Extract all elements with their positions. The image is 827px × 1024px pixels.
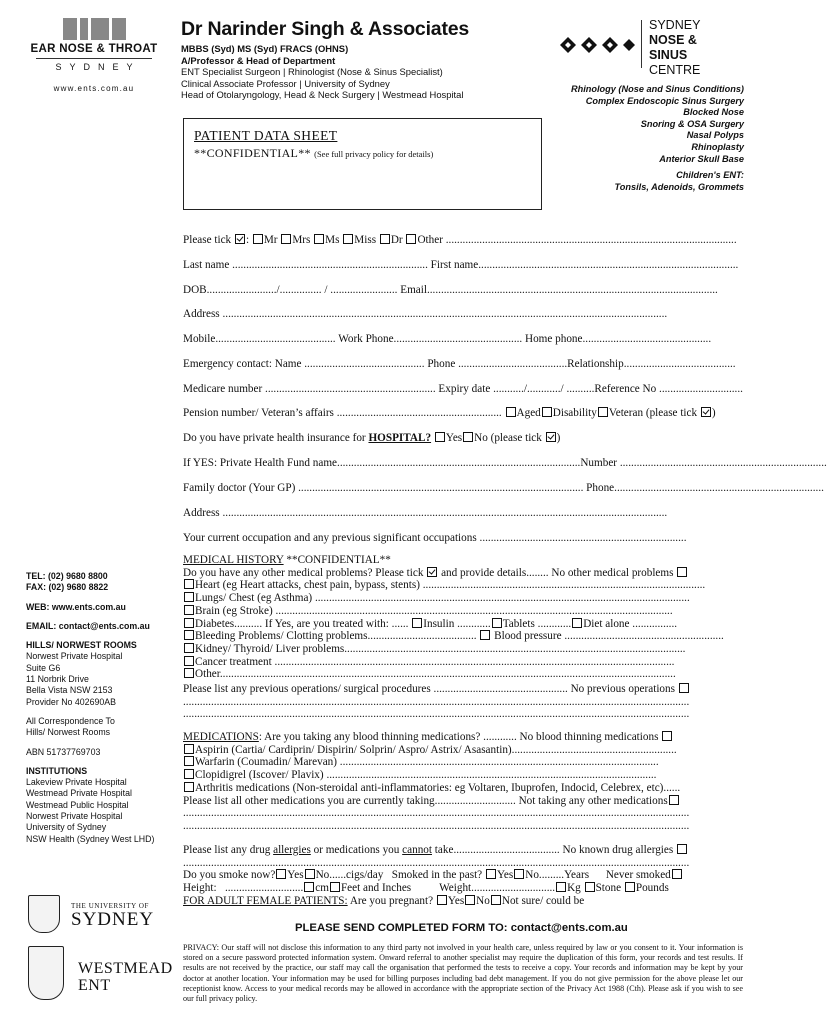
usyd-logo [28,895,168,933]
header-line-1: ENT Specialist Surgeon | Rhinologist (Nose & Sinus Specialist) [181,66,443,78]
tick-icon [427,567,437,577]
rooms-heading: HILLS/ NORWEST ROOMS [26,640,137,651]
address-row[interactable]: Address ............................................................................................................................................................... [183,308,668,320]
no-medical-problems-checkbox[interactable] [677,567,687,577]
smoke-yes-checkbox[interactable] [276,869,286,879]
usyd-line2: SYDNEY [71,909,155,930]
rooms-line: Suite G6 [26,662,61,673]
westmead-line2: ENT [78,977,111,994]
logo-city: SYDNEY [55,62,141,72]
gp-address-row[interactable]: Address ............................................................................................................................................................... [183,507,668,519]
institution: University of Sydney [26,822,107,833]
blood-pressure-checkbox[interactable] [480,630,490,640]
service-item: Blocked Nose [683,107,744,118]
cm-checkbox[interactable] [304,882,314,892]
title-other-checkbox[interactable] [406,234,416,244]
aged-checkbox[interactable] [506,407,516,417]
tick-icon [701,407,711,417]
westmead-logo [28,946,173,1006]
title-ms-checkbox[interactable] [314,234,324,244]
corr-line: All Correspondence To [26,715,115,726]
institution: Lakeview Private Hospital [26,777,127,788]
title-dr-checkbox[interactable] [380,234,390,244]
sinus-logo-line3: CENTRE [649,63,701,77]
tablets-checkbox[interactable] [492,618,502,628]
header-line-2: Clinical Associate Professor | University of Sydney [181,77,390,89]
past-smoke-no-checkbox[interactable] [514,869,524,879]
pension-row: Pension number/ Veteran’s affairs ........................................................... Aged Disability Veteran (please tick ) [183,407,716,419]
insurance-no-checkbox[interactable] [463,432,473,442]
phone-row[interactable]: Mobile........................................... Work Phone.............................................. Home phone.............................................. [183,333,712,345]
service-item: Rhinoplasty [691,141,744,152]
pregnant-no-checkbox[interactable] [465,895,475,905]
tick-icon [235,234,245,244]
role: A/Professor & Head of Department [181,54,336,66]
cancer-checkbox[interactable] [184,656,194,666]
insulin-checkbox[interactable] [412,618,422,628]
title-row: Please tick : Mr Mrs Ms Miss Dr Other ........................................................................................................ [183,234,737,246]
smoke-no-checkbox[interactable] [305,869,315,879]
privacy-statement: PRIVACY: Our staff will not disclose this information to any third party not involved in your health care, unless required by law or you consent to it. Your information is stored on a secure password protected information system. Onward referral to another specialist may require the duplication of this form, your records and test results. If results are not received by the practice, our staff may call the organisation that performed the tests to receive a copy. Your records and information may be kept by your doctor at another location. Your information may be used for billing purposes including bad debt management. If you do not give permission for the above please let our receptionist know. Access to your medical records may be allowed in accordance with the appropriate section of the Privacy Act 1988 (Cth). Please ask if you wish to see our full privacy policy. [183,943,743,1004]
westmead-line1: WESTMEAD [78,960,173,977]
institution: Westmead Public Hospital [26,799,129,810]
insurance-row: Do you have private health insurance for HOSPITAL? Yes No (please tick ) [183,432,561,444]
institution: Norwest Private Hospital [26,811,123,822]
title-mrs-checkbox[interactable] [281,234,291,244]
usyd-line1: THE UNIVERSITY OF [71,902,149,910]
practice-name: Dr Narinder Singh & Associates [181,18,470,40]
pregnant-notsure-checkbox[interactable] [491,895,501,905]
title-miss-checkbox[interactable] [343,234,353,244]
service-item: Rhinology (Nose and Sinus Conditions) [570,84,744,94]
diabetes-checkbox[interactable] [184,618,194,628]
no-other-medications-checkbox[interactable] [669,795,679,805]
westmead-crest-icon [28,946,64,1000]
other-checkbox[interactable] [184,668,194,678]
tel: TEL: (02) 9680 8800 [26,571,108,581]
brain-checkbox[interactable] [184,605,194,615]
smoking-row: Do you smoke now? Yes No......cigs/day Smoked in the past? Yes No.........Years Never smoked [183,869,683,882]
no-operations-checkbox[interactable] [679,683,689,693]
sinus-logo-line1: SYDNEY [649,18,701,32]
past-smoke-yes-checkbox[interactable] [486,869,496,879]
kidney-checkbox[interactable] [184,643,194,653]
height-row: Height: ............................ cm Feet and Inches Weight.............................. Kg Stone Pounds [183,882,669,894]
disability-checkbox[interactable] [542,407,552,417]
service-item: Children's ENT: [676,170,744,181]
dots-row: ..................................................................................................................................................................................... [183,857,690,869]
tick-icon [546,432,556,442]
never-smoked-checkbox[interactable] [672,869,682,879]
insurance-yes-checkbox[interactable] [435,432,445,442]
lungs-checkbox[interactable] [184,592,194,602]
sheet-title: PATIENT DATA SHEET [194,128,338,143]
medicare-row[interactable]: Medicare number ............................................................. Expiry date .........../............/ ..........Reference No .............................. [183,383,743,395]
aspirin-checkbox[interactable] [184,744,194,754]
confidential-label: **CONFIDENTIAL** (See full privacy policy for details) [194,146,434,160]
rooms-line: Bella Vista NSW 2153 [26,685,113,696]
institution: NSW Health (Sydney West LHD) [26,833,155,844]
service-item: Snoring & OSA Surgery [640,118,744,129]
emergency-row[interactable]: Emergency contact: Name ........................................... Phone .......................................Relationship........................................ [183,358,736,370]
allergies-row: Please list any drug allergies or medications you cannot take...................................... No known drug allergies [183,843,688,857]
fax: FAX: (02) 9680 8822 [26,582,109,593]
web: WEB: www.ents.com.au [26,601,126,612]
service-item: Anterior Skull Base [659,153,744,164]
kg-checkbox[interactable] [556,882,566,892]
rooms-line: 11 Norbrik Drive [26,674,89,685]
pregnant-yes-checkbox[interactable] [437,895,447,905]
service-item: Nasal Polyps [686,130,744,141]
ent-logo [30,18,158,93]
pounds-checkbox[interactable] [625,882,635,892]
heart-checkbox[interactable] [184,579,194,589]
logo-title: EAR NOSE & THROAT [30,43,158,55]
rooms-line: Norwest Private Hospital [26,651,123,662]
diet-checkbox[interactable] [572,618,582,628]
gp-row[interactable]: Family doctor (Your GP) ...................................................................................................... Phone........................................................................... [183,482,824,494]
no-allergies-checkbox[interactable] [677,844,687,854]
institution: Westmead Private Hospital [26,788,132,799]
arthritis-checkbox[interactable] [184,782,194,792]
corr-line: Hills/ Norwest Rooms [26,727,111,738]
send-instruction: PLEASE SEND COMPLETED FORM TO: contact@ents.com.au [295,922,628,934]
sinus-logo-line2: NOSE & SINUS [649,33,697,62]
rooms-line: Provider No 402690AB [26,696,116,707]
usyd-crest-icon [28,895,60,933]
service-item: Tonsils, Adenoids, Grommets [614,181,744,192]
veteran-checkbox[interactable] [598,407,608,417]
logo-url: www.ents.com.au [53,84,135,93]
stone-checkbox[interactable] [585,882,595,892]
patient-data-box [183,118,542,210]
occupation-row[interactable]: Your current occupation and any previous significant occupations .......................................................................... [183,532,687,544]
medical-history-section: MEDICAL HISTORY **CONFIDENTIAL** Do you have any other medical problems? Please tick and provide details........ No other medical problems Heart (eg Heart attacks, chest pain, bypass, stents) ..................................................................................................... Lungs/ Chest (eg Asthma) ...................................................................................................................................... Brain (eg Stroke) .............................................................................................................................................. Diabetes.......... If Yes, are you treated with: ...... Insulin ............ Tablets ............ Diet alone ................ Bleeding Problems/ Clotting problems....................................... Blood pressure ......................................................... Kidney/ Thyroid/ Liver problems.......................................................................................................................... Cancer treatment ............................................................................................................................................... Other................................................................................................................................................................... Please list any previous operations/ surgical procedures ................................................ No previous operations ..................................................................................................................................................................................... ..................................................................................................................................................................................... [183,554,724,721]
pregnant-row: FOR ADULT FEMALE PATIENTS: Are you pregnant? Yes No Not sure/ could be [183,895,585,907]
contact-sidebar [26,571,176,845]
sinus-logo-mark [557,34,637,56]
bleeding-checkbox[interactable] [184,630,194,640]
title-mr-checkbox[interactable] [253,234,263,244]
fund-row[interactable]: If YES: Private Health Fund name.......................................................................................Number .......................................................................... [183,457,827,469]
no-blood-thinners-checkbox[interactable] [662,731,672,741]
service-item: Complex Endoscopic Sinus Surgery [585,95,744,106]
dob-row[interactable]: DOB........................./............... / ........................ Email........................................................................................................ [183,284,718,296]
abn: ABN 51737769703 [26,746,101,757]
warfarin-checkbox[interactable] [184,756,194,766]
medications-section: MEDICATIONS: Are you taking any blood thinning medications? ............ No blood thinning medications Aspirin (Cartia/ Cardiprin/ Dispirin/ Solprin/ Aspro/ Astrix/ Asasantin)........................................................... Warfarin (Coumadin/ Marevan) .................................................................................................................. Clopidigrel (Iscover/ Plavix) ...................................................................................................................... Arthritis medications (Non-steroidal anti-inflammatories: eg Voltaren, Ibuprofen, Indocid, Celebrex, etc)...... Please list all other medications you are currently taking............................. Not taking any other medications ..................................................................................................................................................................................... ..................................................................................................................................................................................... [183,731,690,832]
name-row[interactable]: Last name ...................................................................... First name............................................................................................. [183,259,739,271]
ent-logo-mark [30,18,158,40]
qualifications: MBBS (Syd) MS (Syd) FRACS (OHNS) [181,43,349,54]
feet-checkbox[interactable] [330,882,340,892]
email: EMAIL: contact@ents.com.au [26,620,150,631]
clopidigrel-checkbox[interactable] [184,769,194,779]
institutions-heading: INSTITUTIONS [26,765,88,776]
header-line-3: Head of Otolaryngology, Head & Neck Surgery | Westmead Hospital [181,89,464,101]
